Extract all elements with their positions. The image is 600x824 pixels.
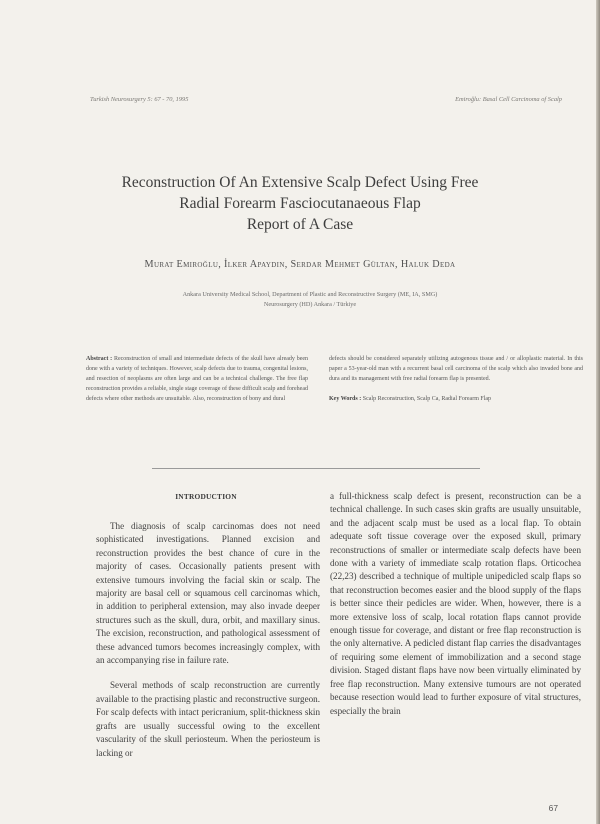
article-title: [60, 172, 540, 235]
book-spine-shadow: [596, 0, 600, 824]
section-heading-introduction: INTRODUCTION: [175, 492, 237, 501]
abstract-label: Abstract :: [86, 356, 113, 362]
body-paragraph: The diagnosis of scalp carcinomas does not need sophisticated investigations. Planned excision and reconstruction provides the best chance of cure in the majority of cases. Occasionally patients present with extensive tumours involving the facial skin or scalp. The majority are basal cell or squamous cell carcinomas which, in addition to peripheral extension, may also invade deeper structures such as the skull, dura, orbit, and maxillary sinus. The excision, reconstruction, and pathological assessment of these advanced tumors becomes increasingly complex, with an accompanying rise in failure rate.: [96, 521, 320, 666]
title-line: Radial Forearm Fasciocutanaeous Flap: [179, 195, 421, 212]
title-line: Reconstruction Of An Extensive Scalp Defect Using Free: [121, 174, 479, 191]
keywords-text: Scalp Reconstruction, Scalp Ca, Radial Forearm Flap: [362, 395, 492, 402]
body-right-column: [330, 490, 581, 718]
abstract-right-column: [329, 355, 583, 405]
section-divider: [152, 468, 480, 469]
running-head-journal: Turkish Neurosurgery 5: 67 - 70, 1995: [90, 96, 189, 103]
body-paragraph: a full-thickness scalp defect is present, reconstruction can be a technical challenge. In such cases skin grafts are usually unsuitable, and the adjacent scalp must be used as a local flap. To obtain adequate soft tissue coverage over the exposed skull, primary reconstructions of smaller or intermediate scalp defects have been done with a variety of immediate scalp rotation flaps. Orticochea (22,23) described a technique of multiple unipedicled scalp flaps so that reconstruction becomes easier and the blood supply of the flaps is better since their pedicles are wider. When, however, there is a more extensive loss of scalp, local rotation flaps cannot provide enough tissue for coverage, and distant or free flap reconstruction is the only alternative. A pedicled distant flap carries the disadvantages of requiring some element of immobilization and a second stage division. Staged distant flaps have now been virtually eliminated by free flap reconstruction. Many extensive tumours are not operated because resection would lead to further exposure of vital structures, especially the brain: [330, 491, 581, 716]
abstract-text-continued: defects should be considered separately utilizing autogenous tissue and / or alloplastic material. In this paper a 53-year-old man with a recurrent basal cell carcinoma of the scalp which also invaded bone and dura and its management with free radial forearm flap is presented.: [329, 356, 583, 382]
affiliation-line: Neurosurgery (HD) Ankara / Türkiye: [263, 300, 357, 308]
affiliation: [90, 290, 530, 309]
page-number: 67: [548, 803, 558, 813]
title-line: Report of A Case: [246, 216, 354, 233]
body-paragraph: Several methods of scalp reconstruction are currently available to the practising plastic and reconstructive surgeon. For scalp defects with intact pericranium, split-thickness skin grafts are usually successful owing to the excellent vascularity of the skull periosteum. When the periosteum is lacking or: [96, 680, 320, 758]
body-left-column: [96, 520, 320, 760]
affiliation-line: Ankara University Medical School, Department of Plastic and Reconstructive Surgery (ME, IA, SMG): [182, 291, 438, 298]
abstract-text: Reconstruction of small and intermediate defects of the skull have already been done with a variety of techniques. However, scalp defects due to trauma, congenital lesions, and resection of neoplasms are often large and can be a technical challenge. The free flap reconstruction provides a reliable, single stage coverage of these difficult scalp and forehead defects where other methods are unsuitable. Also, reconstruction of bony and dural: [86, 356, 309, 402]
running-head-article: Emiroğlu: Basal Cell Carcinoma of Scalp: [455, 96, 562, 103]
author-list: Murat Emiroğlu, İlker Apaydin, Serdar Mehmet Gültan, Haluk Deda: [144, 259, 456, 270]
keywords: [329, 395, 583, 405]
keywords-label: Key Words :: [329, 395, 362, 402]
abstract-left-column: [86, 355, 308, 405]
